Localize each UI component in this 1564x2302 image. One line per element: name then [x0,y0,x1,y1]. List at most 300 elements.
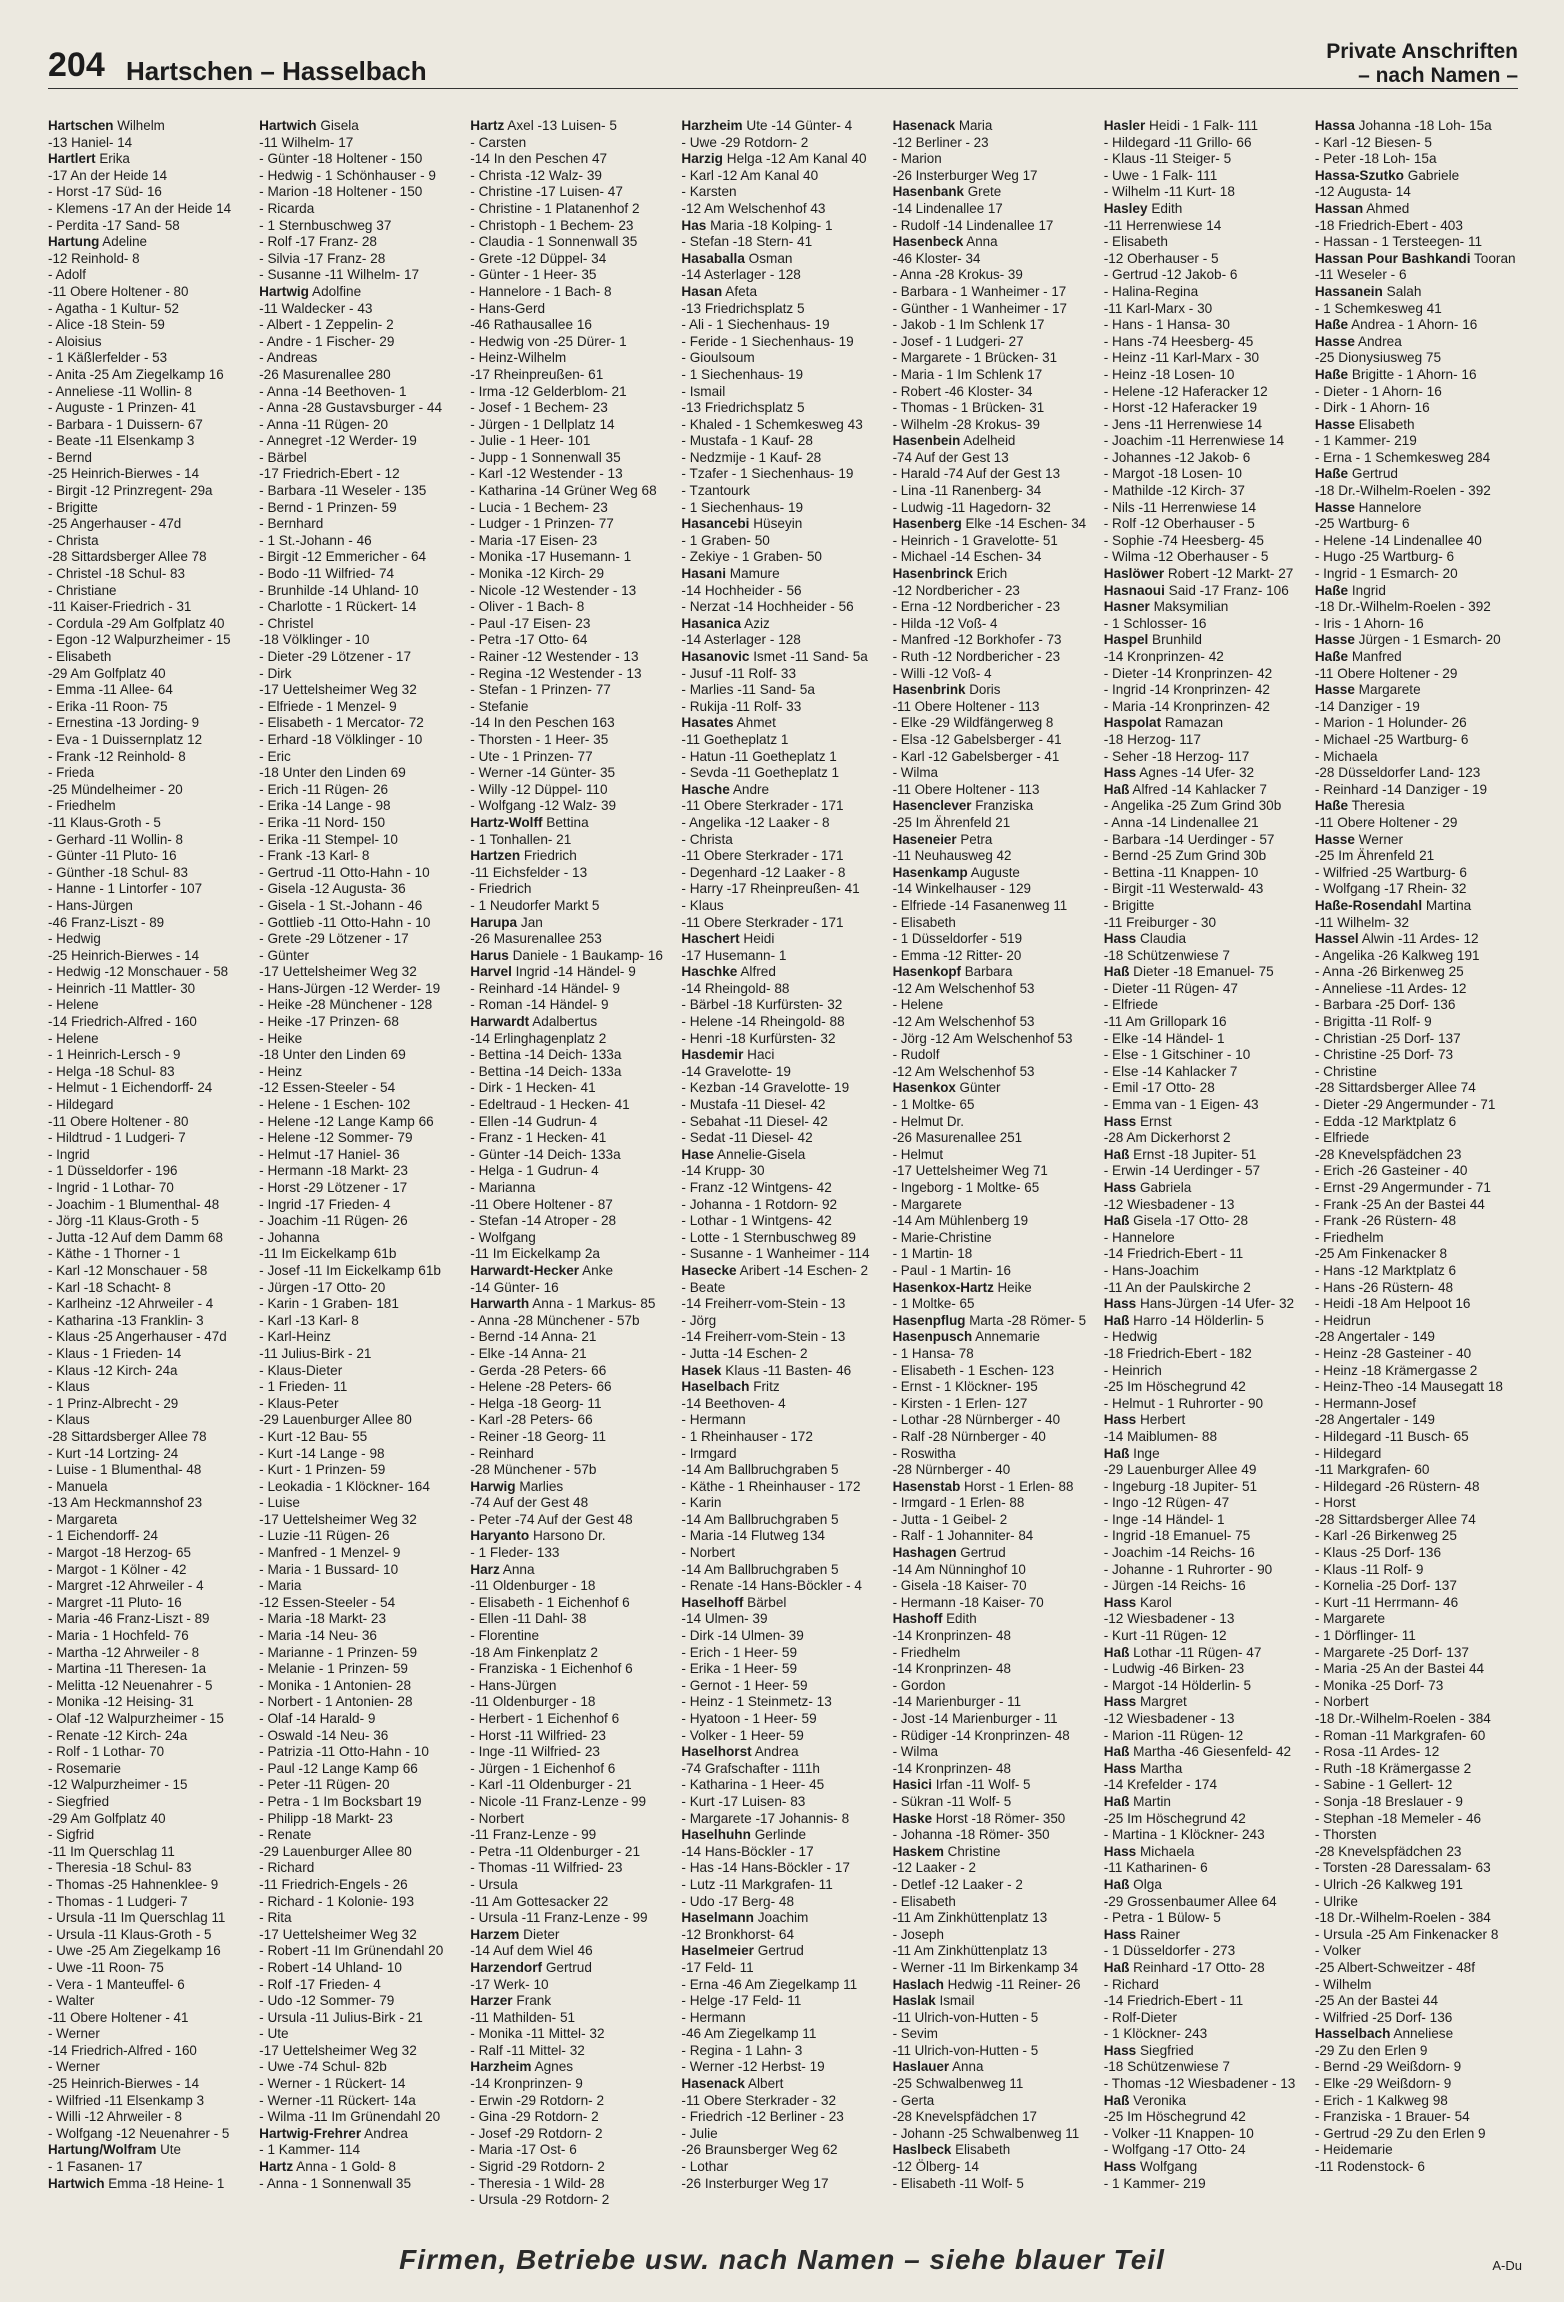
directory-entry [1104,1080,1309,1097]
directory-entry [893,1163,1098,1180]
entry-text: -26 Insterburger Weg 17 [681,2175,829,2191]
surname: Haselbach [681,1379,750,1395]
entry-text: - 1 Kammer- 114 [259,2142,361,2158]
directory-entry [48,1528,253,1545]
entry-text: Michaela [1136,1843,1195,1859]
entry-text: - Friedhelm [1314,1229,1384,1245]
entry-text: Wilhelm [113,118,165,133]
entry-text: Daniele - 1 Baukamp- 16 [508,947,663,963]
entry-text: - Johannes -12 Jakob- 6 [1103,449,1251,465]
directory-entry [893,798,1098,815]
directory-entry [893,234,1098,251]
entry-text: - Helmut -17 Haniel- 36 [259,1146,400,1162]
directory-entry [48,350,253,367]
entry-text: - Anna -28 Krokus- 39 [892,267,1023,283]
entry-text: - Monika - 1 Antonien- 28 [259,1677,412,1693]
directory-entry [48,666,253,683]
directory-entry [681,699,886,716]
directory-entry [1315,865,1520,882]
directory-entry [681,815,886,832]
surname: Haspolat [1103,715,1162,731]
entry-text: - Olaf -14 Harald- 9 [259,1711,376,1726]
directory-entry [681,1396,886,1413]
entry-text: -14 Marienburger - 11 [892,1694,1022,1710]
entry-text: -25 Dionysiusweg 75 [1314,350,1442,366]
surname: Hasenbeck [892,234,964,250]
entry-text: - Peter -18 Loh- 15a [1314,151,1437,167]
directory-entry [681,1031,886,1048]
entry-text: - Werner -11 Rückert- 14a [259,2092,416,2108]
directory-entry [259,666,464,683]
surname: Haslak [892,1993,936,2009]
entry-text: -14 Kronprinzen- 48 [892,1661,1011,1677]
directory-entry [1315,1960,1520,1977]
directory-entry [48,234,253,251]
entry-text: - Ursula -25 Am Finkenacker 8 [1314,1926,1499,1942]
entry-text: - Günter -14 Deich- 133a [470,1146,621,1162]
entry-text: - Hans-Joachim [1103,1262,1199,1278]
directory-entry [893,1080,1098,1097]
entry-text: Doris [965,682,1001,698]
surname: Hartwig [259,283,309,299]
entry-text: - Heike -28 Münchener - 128 [259,997,433,1013]
directory-entry [259,1977,464,1994]
directory-entry [1104,1479,1309,1496]
entry-text: - Gerda -28 Peters- 66 [470,1362,607,1378]
directory-entry [893,1595,1098,1612]
directory-entry [681,1213,886,1230]
directory-entry [48,1246,253,1263]
entry-text: Heidi [739,931,775,947]
entry-text: - Werner -11 Im Birkenkamp 34 [892,1959,1079,1975]
entry-text: - Regina -12 Westender - 13 [470,665,642,681]
entry-text: -14 Hochheider - 56 [681,582,802,598]
directory-entry [259,1263,464,1280]
entry-text: - Erika - 1 Heer- 59 [681,1661,798,1677]
entry-text: - Nils -11 Herrenwiese 14 [1103,499,1257,515]
entry-text: - Friedrich -12 Berliner - 23 [681,2109,844,2125]
directory-entry [893,483,1098,500]
directory-entry [470,1446,675,1463]
entry-text: -12 Wiesbadener - 13 [1103,1196,1235,1212]
surname: Hasenack [681,2076,745,2092]
directory-entry [259,1246,464,1263]
entry-text: -14 Am Nünninghof 10 [892,1561,1026,1577]
entry-text: - Joachim - 1 Blumenthal- 48 [48,1196,220,1212]
entry-text: -11 Am Zinkhüttenplatz 13 [892,1943,1048,1959]
directory-entry [259,151,464,168]
entry-text: Agnes [531,2059,574,2075]
directory-entry [893,1645,1098,1662]
entry-text: - Marion - 1 Holunder- 26 [1314,715,1467,731]
directory-entry [681,649,886,666]
directory-entry [1315,583,1520,600]
surname: Hasici [892,1777,933,1793]
directory-entry [470,234,675,251]
entry-text: - Ellen -14 Gudrun- 4 [470,1113,598,1129]
directory-entry [893,782,1098,799]
directory-entry [893,367,1098,384]
entry-text: - Christa -12 Walz- 39 [470,167,602,183]
entry-text: - Elke -29 Wildfängerweg 8 [892,715,1054,731]
directory-entry [259,1894,464,1911]
directory-entry [259,168,464,185]
surname: Haslach [892,1976,944,1992]
surname: Harzer [470,1993,513,2009]
directory-entry [48,1761,253,1778]
entry-text: - Maria -25 An der Bastei 44 [1314,1661,1485,1677]
entry-text: - Reiner -18 Georg- 11 [470,1428,607,1444]
entry-text: - Rudolf -14 Lindenallee 17 [892,217,1054,233]
entry-text: - Hans-Jürgen [470,1677,557,1693]
directory-entry [893,964,1098,981]
surname: Hasaballa [681,250,745,266]
directory-entry [681,1230,886,1247]
directory-entry [259,218,464,235]
entry-text: -14 Krefelder - 174 [1103,1777,1218,1793]
entry-text: Erika [95,151,130,167]
entry-text: -18 Dr.-Wilhelm-Roelen - 384 [1314,1910,1491,1926]
directory-entry [48,334,253,351]
directory-entry [48,1943,253,1960]
entry-text: - Monika -12 Kirch- 29 [470,566,605,582]
entry-text: -12 Ölberg- 14 [892,2159,979,2175]
directory-entry [1104,2176,1309,2193]
entry-text: - Karin - 1 Graben- 181 [259,1296,399,1312]
directory-entry [893,1047,1098,1064]
directory-entry [259,118,464,135]
directory-entry [48,151,253,168]
directory-entry [1104,2076,1309,2093]
directory-entry [470,1711,675,1728]
directory-entry [893,1977,1098,1994]
directory-entry [1315,1014,1520,1031]
surname: Hasnaoui [1103,582,1165,598]
directory-entry [893,1462,1098,1479]
directory-entry [470,1545,675,1562]
directory-entry [1104,749,1309,766]
entry-text: - Jürgen -17 Otto- 20 [259,1279,386,1295]
directory-entry [681,533,886,550]
directory-entry [470,1495,675,1512]
directory-entry [48,1661,253,1678]
entry-text: - Maria -14 Flutweg 134 [681,1528,825,1544]
directory-entry [1104,218,1309,235]
entry-text: - 1 Moltke- 65 [892,1296,975,1312]
entry-text: - 1 St.-Johann - 46 [259,532,372,548]
entry-text: - Ingrid [48,1146,90,1162]
directory-entry [681,1645,886,1662]
surname: Hasenkox [892,1080,956,1096]
directory-entry [1315,1462,1520,1479]
entry-text: - Sophie -74 Heesberg- 45 [1103,532,1264,548]
entry-text: -25 Angerhauser - 47d [48,516,182,532]
entry-text: -18 Am Finkenplatz 2 [470,1644,598,1660]
directory-entry [681,1678,886,1695]
directory-entry [470,1628,675,1645]
directory-entry [470,749,675,766]
entry-text: - Helmut [892,1146,944,1162]
surname: Hase [681,1146,714,1162]
directory-entry [893,1678,1098,1695]
entry-text: Anna - 1 Gold- 8 [293,2159,396,2175]
directory-entry [681,1794,886,1811]
directory-entry [259,1811,464,1828]
entry-text: - Elisabeth - 1 Eichenhof 6 [470,1594,630,1610]
entry-text: - Joachim -11 Herrenwiese 14 [1103,433,1285,449]
surname: Hartschen [48,118,114,133]
directory-entry [893,1711,1098,1728]
entry-text: - Gisela -18 Kaiser- 70 [892,1578,1027,1594]
entry-text: - Gisela - 1 St.-Johann - 46 [259,897,423,913]
surname: Hassa-Szutko [1314,167,1404,183]
directory-entry [259,1744,464,1761]
entry-text: - Dirk [259,665,292,681]
entry-text: - Frank -26 Rüstern- 48 [1314,1213,1457,1229]
directory-entry [1315,184,1520,201]
entry-text: -11 Im Eickelkamp 2a [470,1246,600,1262]
entry-text: -11 Julius-Birk - 21 [259,1345,372,1361]
entry-text: Rainer [1136,1926,1181,1942]
directory-entry [259,234,464,251]
directory-entry [48,616,253,633]
entry-text: - Melitta -12 Neuenahrer - 5 [48,1677,213,1693]
entry-text: - Bärbel [259,449,307,465]
directory-entry [1315,632,1520,649]
directory-entry [48,1694,253,1711]
directory-entry [470,782,675,799]
directory-entry [1104,666,1309,683]
entry-text: - Elisabeth [1103,234,1168,250]
page-header [48,38,1518,89]
directory-entry [1315,749,1520,766]
entry-text: - Nicole -12 Westender - 13 [470,582,637,598]
entry-text: - Nicole -11 Franz-Lenze - 99 [470,1793,647,1809]
directory-entry [681,1329,886,1346]
directory-entry [470,284,675,301]
entry-text: - Günter -11 Pluto- 16 [48,848,177,864]
entry-text: - Willi -12 Ahrweiler - 8 [48,2109,182,2125]
directory-entry [48,1329,253,1346]
entry-text: -11 Obere Sterkrader - 171 [681,848,844,864]
directory-entry [259,1296,464,1313]
entry-text: -14 Maiblumen- 88 [1103,1428,1218,1444]
directory-entry [1104,450,1309,467]
entry-text: -11 Herrenwiese 14 [1103,217,1222,233]
directory-entry [48,948,253,965]
surname: Haß [1103,781,1130,797]
directory-entry [1315,1777,1520,1794]
directory-entry [1104,433,1309,450]
entry-text: - Thomas -25 Hahnenklee- 9 [48,1876,219,1892]
directory-entry [893,682,1098,699]
entry-text: - Luzie -11 Rügen- 26 [259,1528,390,1544]
directory-entry [893,1728,1098,1745]
surname: Hartz [259,2159,294,2175]
directory-entry [470,433,675,450]
entry-text: - Johanna -18 Römer- 350 [892,1827,1050,1843]
entry-text: - Christine -25 Dorf- 73 [1314,1047,1454,1063]
directory-entry [1104,1446,1309,1463]
directory-entry [681,317,886,334]
entry-text: - Horst -12 Haferacker 19 [1103,400,1258,416]
directory-entry [470,184,675,201]
directory-entry [1104,1744,1309,1761]
directory-entry [893,2176,1098,2193]
entry-text: - Bettina -14 Deich- 133a [470,1047,622,1063]
directory-column [681,118,886,2238]
entry-text: - Jakob - 1 Im Schlenk 17 [892,317,1045,333]
entry-text: - Peter -74 Auf der Gest 48 [470,1511,633,1527]
entry-text: - Wilma [892,765,938,781]
entry-text: - Reinhard -14 Danziger - 19 [1314,781,1488,797]
directory-entry [259,500,464,517]
directory-entry [893,1379,1098,1396]
entry-text: -14 Lindenallee 17 [892,200,1003,216]
directory-entry [893,1114,1098,1131]
directory-entry [259,1180,464,1197]
directory-entry [893,334,1098,351]
directory-entry [1315,1379,1520,1396]
directory-column [893,118,1098,2238]
directory-entry [48,1363,253,1380]
entry-text: -17 Uettelsheimer Weg 32 [259,1926,417,1942]
entry-text: - Birgit -12 Emmericher - 64 [259,549,427,565]
directory-entry [48,1296,253,1313]
entry-text: - Johanna - 1 Rotdorn- 92 [681,1196,838,1212]
entry-text: - Lotte - 1 Sternbuschweg 89 [681,1229,856,1245]
directory-entry [470,1197,675,1214]
entry-text: - Florentine [470,1628,540,1644]
directory-entry [1104,1363,1309,1380]
entry-text: - Gernot - 1 Heer- 59 [681,1677,808,1693]
directory-entry [1315,1230,1520,1247]
directory-entry [48,848,253,865]
entry-text: - Irmgard [681,1445,737,1461]
directory-entry [470,848,675,865]
entry-text: Bettina [542,814,589,830]
directory-entry [1104,1761,1309,1778]
directory-entry [259,964,464,981]
entry-text: - Ludger - 1 Prinzen- 77 [470,516,614,532]
entry-text: - Hermann-Josef [1314,1395,1417,1411]
entry-text: - Helene - 1 Eschen- 102 [259,1097,411,1113]
directory-entry [470,1811,675,1828]
entry-text: -13 Haniel- 14 [48,134,133,150]
entry-text: - Ingeborg - 1 Moltke- 65 [892,1180,1040,1195]
surname: Hasche [681,781,730,797]
entry-text: - Kurt -14 Lange - 98 [259,1445,385,1461]
directory-entry [1315,284,1520,301]
entry-text: - Helmut Dr. [892,1113,964,1129]
entry-text: - Anneliese -11 Ardes- 12 [1314,980,1467,996]
directory-entry [1315,1744,1520,1761]
entry-text: -28 Knevelspfädchen 23 [1314,1843,1462,1859]
entry-text: -11 Eichsfelder - 13 [470,864,588,880]
directory-entry [681,964,886,981]
surname: Haß [1103,1213,1130,1229]
entry-text: - Helene -14 Rheingold- 88 [681,1014,845,1030]
entry-text: -13 Am Heckmannshof 23 [48,1495,203,1511]
directory-entry [48,1014,253,1031]
entry-text: - Philipp -18 Markt- 23 [259,1810,393,1826]
entry-text: - Wilfried -25 Wartburg- 6 [1314,864,1467,880]
directory-entry [259,616,464,633]
entry-text: - Eric [259,748,291,764]
directory-entry [681,483,886,500]
entry-text: -11 Wilhelm- 32 [1314,914,1410,930]
entry-text: - Brigitte [1103,897,1155,913]
directory-entry [681,1495,886,1512]
entry-text: - Horst [1314,1495,1356,1511]
directory-entry [681,1761,886,1778]
directory-entry [259,1528,464,1545]
directory-entry [470,2026,675,2043]
directory-entry [1315,1894,1520,1911]
entry-text: - Klaus -11 Steiger- 5 [1103,151,1232,167]
entry-text: Jan [517,914,543,930]
directory-entry [893,1479,1098,1496]
directory-entry [470,1993,675,2010]
directory-entry [470,1064,675,1081]
directory-entry [470,1827,675,1844]
directory-entry [470,1910,675,1927]
entry-text: - Katharina -14 Grüner Weg 68 [470,483,657,499]
entry-text: Adalbertus [529,1014,598,1030]
entry-text: Gertrud [1348,466,1398,482]
entry-text: - Emma -11 Allee- 64 [48,682,173,698]
entry-text: - Norbert [1314,1694,1369,1710]
entry-text: Anna [499,1561,535,1577]
entry-text: -25 Am Finkenacker 8 [1314,1246,1448,1262]
directory-entry [259,682,464,699]
directory-entry [259,1429,464,1446]
directory-entry [1315,1363,1520,1380]
directory-entry [681,1528,886,1545]
directory-entry [893,1147,1098,1164]
directory-entry [470,1031,675,1048]
entry-text: -26 Insterburger Weg 17 [892,167,1038,183]
directory-entry [1104,384,1309,401]
directory-entry [470,201,675,218]
directory-entry [259,931,464,948]
entry-text: Adolfine [309,283,362,299]
directory-entry [681,2109,886,2126]
surname: Haße [1314,649,1349,664]
directory-entry [1315,1943,1520,1960]
directory-entry [1104,1711,1309,1728]
directory-entry [470,1346,675,1363]
entry-text: - Andre - 1 Fischer- 29 [259,333,395,349]
directory-entry [893,450,1098,467]
entry-text: Grete [964,184,1002,200]
entry-text: -11 An der Paulskirche 2 [1103,1279,1251,1295]
entry-text: -11 Im Eickelkamp 61b [259,1246,397,1262]
directory-entry [470,2010,675,2027]
directory-entry [470,1213,675,1230]
directory-entry [48,1728,253,1745]
entry-text: - Bernd [48,449,92,465]
directory-entry [259,1031,464,1048]
directory-entry [1315,1877,1520,1894]
surname: Hasek [681,1362,722,1378]
directory-entry [259,632,464,649]
directory-entry [259,2043,464,2060]
entry-text: - Hildegard [48,1097,114,1113]
entry-text: - Gioulsoum [681,350,755,366]
entry-text: Anna [963,234,998,250]
directory-entry [48,1064,253,1081]
